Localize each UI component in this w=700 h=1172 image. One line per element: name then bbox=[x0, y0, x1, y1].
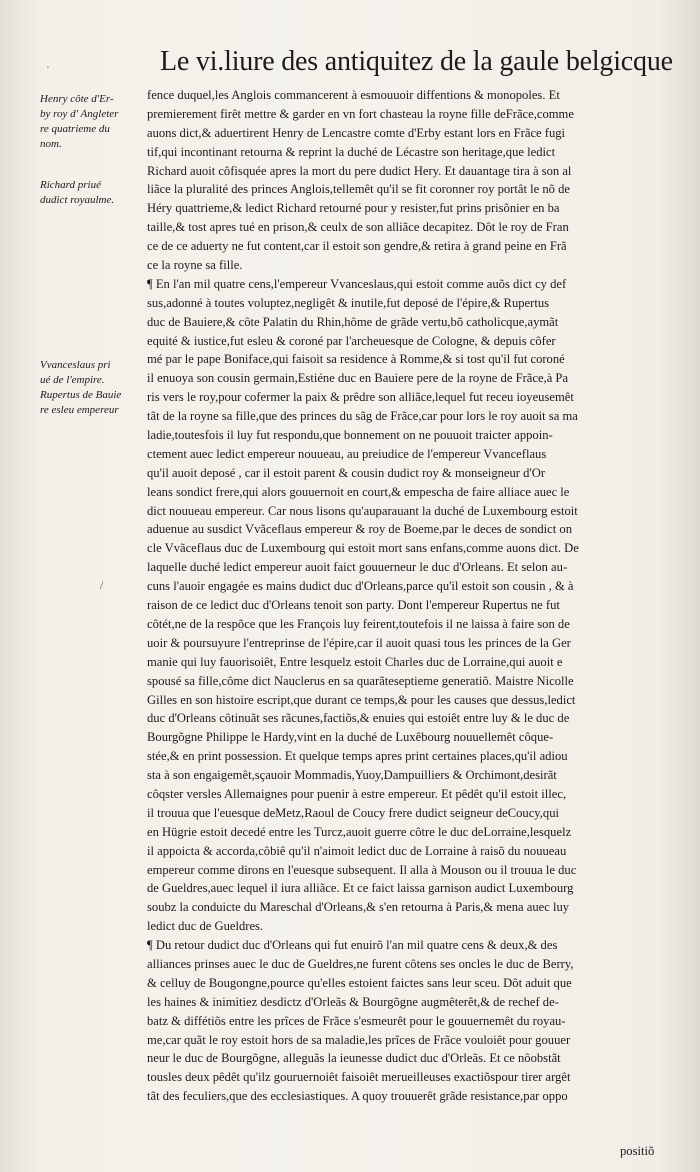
text-line: sta à son engaigemêt,sçauoir Mommadis,Yuoy,Dampuilliers & Orchimont,desirãt bbox=[147, 768, 557, 783]
text-line: ctement auec ledict empereur nouueau, au preiudice de l'empereur Vvanceflaus bbox=[147, 446, 547, 461]
text-line: Héry quattrieme,& ledict Richard retourné pour y resister,fut prins prisõnier en ba bbox=[147, 201, 560, 216]
text-line: raison de ce ledict duc d'Orleans tenoit son party. Dont l'empereur Rupertus ne fut bbox=[147, 598, 560, 613]
text-line: ce la royne sa fille. bbox=[147, 258, 243, 273]
text-line: laquelle duché ledict empereur auoit faict gouuerneur le duc d'Orleans. Et selon au- bbox=[147, 560, 568, 575]
margin-note-line: Vvanceslaus pri bbox=[40, 359, 111, 371]
text-line: Bourgõgne Philippe le Hardy,vint en la duché de Luxêbourg nouuellemêt côque- bbox=[147, 730, 554, 745]
text-line: alliances prinses auec le duc de Gueldres,ne furent côtens ses oncles le duc de Berry, bbox=[147, 956, 574, 971]
text-line: côqster versles Allemaignes pour puenir à estre empereur. Et pêdêt qu'il estoit illec, bbox=[147, 786, 567, 801]
text-line: ris vers le roy,pour cofermer la paix & prêdre son alliãce,lequel fut receu ioyeusemêt bbox=[147, 390, 574, 405]
text-line: neur le duc de Bourgõgne, alleguãs la ieunesse dudict duc d'Orleãs. Et ce nôobstãt bbox=[147, 1051, 561, 1066]
margin-mark: · bbox=[46, 60, 50, 74]
text-line: & celluy de Bougongne,pource qu'elles estoient faictes sans leur sceu. Dôt aduit que bbox=[147, 975, 572, 990]
text-line: duc de Bauiere,& côte Palatin du Rhin,hôme de grãde vertu,bõ catholicque,aymãt bbox=[147, 314, 559, 329]
text-line: ledict duc de Gueldres. bbox=[147, 919, 264, 934]
text-line: tousles deux pêdêt qu'ilz gouruernoiêt faisoiêt merueilleuses exactiõspour tirer argêt bbox=[147, 1070, 571, 1085]
margin-note-line: by roy d' Angleter bbox=[40, 108, 119, 120]
text-line: spousé sa fille,côme dict Nauclerus en sa quarãteseptieme generatiõ. Maistre Nicolle bbox=[147, 673, 574, 688]
text-line: aduenue au susdict Vvãceflaus empereur & roy de Boeme,par le deces de sondict on bbox=[147, 522, 573, 537]
text-line: les haines & inimitiez desdictz d'Orleãs & Bourgõgne augmêterêt,& de rechef de- bbox=[147, 994, 559, 1009]
text-line: qu'il auoit deposé , car il estoit parent & cousin dudict roy & monseigneur d'Or bbox=[147, 465, 546, 480]
text-line: fence duquel,les Anglois commancerent à esmouuoir diffentions & monopoles. Et bbox=[147, 88, 560, 102]
text-line: Richard auoit côfisquée apres la mort du pere dudict Hery. Et dauantage tira à son al bbox=[147, 163, 572, 178]
text-line: tãt des feculiers,que des ecclesiastiques. A quoy trouuerêt grãde resistance,par oppo bbox=[147, 1089, 568, 1104]
text-line: soubz la conduicte du Mareschal d'Orleans,& s'en retourna à Paris,& mena auec luy bbox=[147, 900, 570, 915]
text-line: manie qui luy fauorisoiêt, Entre lesquelz estoit Charles duc de Lorraine,qui auoit e bbox=[147, 654, 563, 669]
text-line: sus,adonné à toutes voluptez,negligêt & inutile,fut deposé de l'épire,& Rupertus bbox=[147, 295, 550, 310]
body-text bbox=[147, 86, 667, 1106]
margin-note-line: ué de l'empire. bbox=[40, 374, 105, 386]
text-line: uoir & poursuyure l'entreprinse de l'épire,car il auoit quasi tous les princes de la Ger bbox=[147, 635, 571, 650]
text-line: premierement firêt mettre & garder en vn fort chasteau la royne fille deFrãce,comme bbox=[147, 106, 574, 121]
text-line: ce de ce aduerty ne fut content,car il estoit son gendre,& retira à grand peine en Frã bbox=[147, 239, 567, 254]
text-line: de Gueldres,auec lequel il iura alliãce. Et ce faict laissa garnison audict Luxembourg bbox=[147, 881, 574, 896]
text-line: côtét,ne de la respõce que les François luy feirent,toutefois il ne laissa à faire son de bbox=[147, 616, 570, 631]
text-line: empereur comme dirons en l'euesque subsequent. Il alla à Mouson ou il trouua le duc bbox=[147, 862, 577, 877]
text-line: il appoicta & accorda,côbiê qu'il n'aimoit ledict duc de Lorraine à raisõ du nouueau bbox=[147, 843, 567, 858]
text-line: equité & iustice,fut esleu & coroné par l'archeuesque de Cologne, & depuis côfer bbox=[147, 333, 556, 348]
text-line: ladie,toutesfois il luy fut respondu,que bonnement on ne pouuoit traicter appoin- bbox=[147, 428, 553, 443]
text-line: leans sondict frere,qui alors gouuernoit en court,& empescha de faire alliace auec le bbox=[147, 484, 570, 499]
catchword: positiõ bbox=[620, 1144, 655, 1158]
margin-mark: / bbox=[100, 578, 104, 592]
margin-note-line: re esleu empereur bbox=[40, 404, 119, 416]
running-header: Le vi.liure des antiquitez de la gaule belgicque bbox=[160, 46, 673, 77]
text-line: dict nouueau empereur. Car nous lisons qu'auparauant la duché de Luxembourg estoit bbox=[147, 503, 578, 518]
text-line: batz & diffétiõs entre les prîces de Frãce s'esmeurêt pour le gouuernemêt du royau- bbox=[147, 1013, 566, 1028]
text-line: ¶ En l'an mil quatre cens,l'empereur Vvanceslaus,qui estoit comme auõs dict cy def bbox=[147, 276, 567, 291]
margin-note-line: dudict royaulme. bbox=[40, 194, 115, 206]
margin-note-vvanceslaus bbox=[40, 358, 152, 418]
text-line: auons dict,& aduertirent Henry de Lencastre comte d'Erby estant lors en Frãce fugi bbox=[147, 125, 566, 140]
text-line: mé par le pape Boniface,qui faisoit sa residence à Romme,& si tost qu'il fut coroné bbox=[147, 352, 565, 367]
text-line: ¶ Du retour dudict duc d'Orleans qui fut enuirõ l'an mil quatre cens & deux,& des bbox=[147, 938, 558, 953]
text-line: stée,& en print possession. Et quelque temps apres print certaines places,qu'il adiou bbox=[147, 749, 568, 764]
text-line: il trouua que l'euesque deMetz,Raoul de Coucy frere dudict seigneur deCoucy,qui bbox=[147, 805, 560, 820]
text-line: taille,& tost apres tué en prison,& ceulx de son alliãce decapitez. Dôt le roy de Fran bbox=[147, 220, 569, 235]
text-line: liãce la pluralité des princes Anglois,tellemêt qu'il se fit coronner roy portât le nõ de bbox=[147, 182, 570, 197]
text-line: tif,qui incontinant retourna & reprint la duché de Lécastre son heritage,que ledict bbox=[147, 144, 556, 159]
text-line: Gilles en son histoire escript,que durant ce temps,& pour les causes que dessus,ledict bbox=[147, 692, 576, 707]
text-line: en Hügrie estoit decedé entre les Turcz,auoit guerre côtre le duc deLorraine,lesquelz bbox=[147, 824, 572, 839]
text-line: tãt de la royne sa fille,que des princes du sãg de Frãce,car pour lors le roy auoit sa ma bbox=[147, 409, 578, 424]
text-line: duc d'Orleans côtinuãt ses rãcunes,factiõs,& enuies qui estoiêt entre luy & le duc de bbox=[147, 711, 570, 726]
text-line: me,car quãt le roy estoit hors de sa maladie,les prîces de Frãce vouloiêt pour gouuer bbox=[147, 1032, 571, 1047]
text-line: il enuoya son cousin germain,Estiéne duc en Bauiere pere de la royne de Frãce,à Pa bbox=[147, 371, 569, 386]
margin-note-line: nom. bbox=[40, 138, 62, 150]
margin-note-henry bbox=[40, 92, 152, 152]
margin-note-line: re quatrieme du bbox=[40, 123, 110, 135]
margin-note-line: Richard priué bbox=[40, 179, 101, 191]
margin-note-line: Rupertus de Bauie bbox=[40, 389, 122, 401]
margin-note-line: Henry côte d'Er- bbox=[40, 93, 114, 105]
text-line: cuns l'auoir engagée es mains dudict duc d'Orleans,parce qu'il estoit son cousin , & à bbox=[147, 579, 574, 594]
text-line: cle Vvãceflaus duc de Luxembourg qui estoit mort sans enfans,comme auons dict. De bbox=[147, 541, 579, 556]
margin-note-richard bbox=[40, 178, 152, 208]
